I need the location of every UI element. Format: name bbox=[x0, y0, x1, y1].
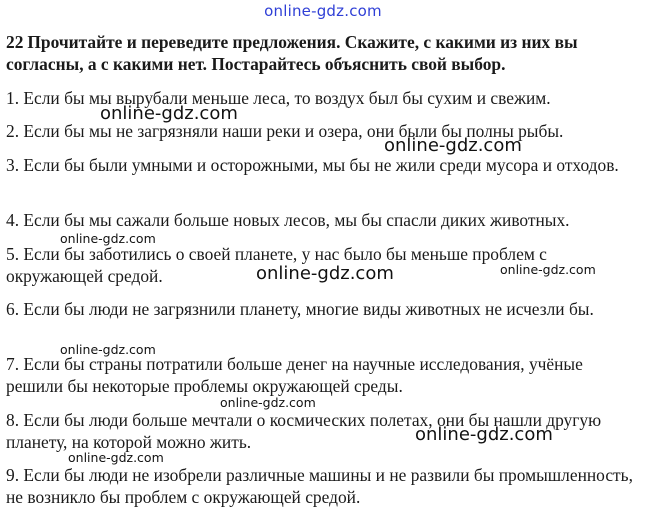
watermark-text: online-gdz.com bbox=[500, 262, 596, 277]
watermark-text: online-gdz.com bbox=[384, 135, 522, 156]
task-instruction-text: Прочитайте и переведите предложения. Скажите, с какими из них вы согласны, а с какими нет. Постарайтесь объяснить свой выбор. bbox=[6, 32, 578, 74]
watermark-text: online-gdz.com bbox=[100, 103, 238, 124]
sentence-6: 6. Если бы люди не загрязнили планету, многие виды животных не исчезли бы. bbox=[6, 299, 594, 319]
watermark-text: online-gdz.com bbox=[60, 342, 156, 357]
watermark-text: online-gdz.com bbox=[415, 424, 553, 445]
task-instruction bbox=[6, 31, 636, 75]
sentence-3: 3. Если бы были умными и осторожными, мы бы не жили среди мусора и отходов. bbox=[6, 155, 619, 175]
sentence-8: 8. Если бы люди больше мечтали о космических полетах, они бы нашли другую планету, на которой можно жить. bbox=[6, 410, 602, 452]
sentence-9: 9. Если бы люди не изобрели различные машины и не развили бы промышленность, не возникло бы проблем с окружающей средой. bbox=[6, 465, 633, 507]
sentence-5: 5. Если бы заботились о своей планете, у нас было бы меньше проблем с окружающей средой. bbox=[6, 244, 547, 286]
sentence-4: 4. Если бы мы сажали больше новых лесов, мы бы спасли диких животных. bbox=[6, 210, 570, 230]
watermark-text: online-gdz.com bbox=[220, 395, 316, 410]
site-header-watermark[interactable]: online-gdz.com bbox=[264, 2, 382, 20]
watermark-text: online-gdz.com bbox=[68, 450, 164, 465]
sentence-1: 1. Если бы мы вырубали меньше леса, то воздух был бы сухим и свежим. bbox=[6, 88, 551, 108]
sentence-2: 2. Если бы мы не загрязняли наши реки и озера, они были бы полны рыбы. bbox=[6, 121, 564, 141]
watermark-text: online-gdz.com bbox=[60, 231, 156, 246]
sentence-7: 7. Если бы страны потратили больше денег на научные исследования, учёные решили бы некоторые проблемы окружающей среды. bbox=[6, 354, 583, 396]
watermark-text: online-gdz.com bbox=[256, 263, 394, 284]
task-number: 22 bbox=[6, 32, 24, 52]
